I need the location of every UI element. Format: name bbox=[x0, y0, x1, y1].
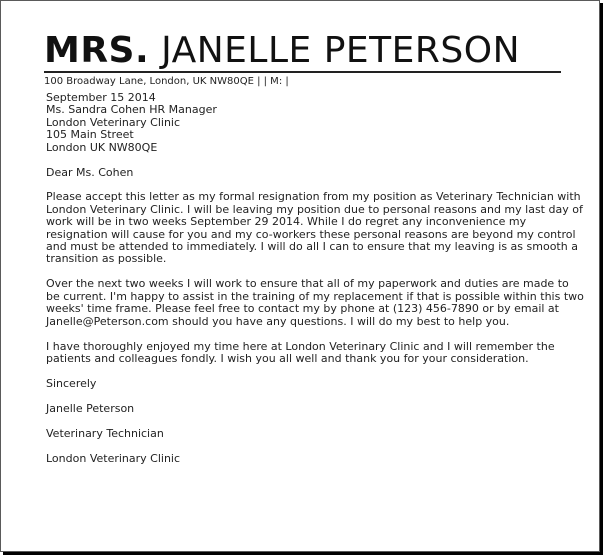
signature-name-block bbox=[46, 403, 566, 415]
body-paragraph-1 bbox=[46, 190, 583, 266]
paragraph-line: Please accept this letter as my formal resignation from my position as Veterinary Technician with bbox=[46, 190, 581, 204]
letterhead bbox=[44, 31, 561, 88]
paragraph-line: London Veterinary Clinic. I will be leaving my position due to personal reasons and my last day of bbox=[46, 202, 583, 216]
recipient-city: London UK NW80QE bbox=[46, 140, 158, 154]
sender-name-prefix: MRS. bbox=[44, 30, 150, 71]
sender-name-rest: JANELLE PETERSON bbox=[161, 30, 521, 71]
signature-title: Veterinary Technician bbox=[46, 426, 164, 440]
body-paragraph-2 bbox=[46, 277, 584, 328]
recipient-name: Ms. Sandra Cohen HR Manager bbox=[46, 103, 217, 117]
paragraph-line: work will be in two weeks September 29 2014. While I do regret any inconvenience my bbox=[46, 215, 527, 229]
spacer bbox=[46, 415, 566, 428]
paragraph-line: I have thoroughly enjoyed my time here at London Veterinary Clinic and I will remember the bbox=[46, 339, 555, 353]
letter-body bbox=[46, 91, 584, 465]
recipient-street: 105 Main Street bbox=[46, 128, 134, 142]
paragraph-line: Janelle@Peterson.com should you have any questions. I will do my best to help you. bbox=[46, 314, 510, 328]
paragraph-line: transition as possible. bbox=[46, 252, 167, 266]
recipient-address bbox=[46, 104, 566, 154]
paragraph-line: weeks' time frame. Please feel free to contact my by phone at (123) 456-7890 or by email at bbox=[46, 302, 559, 316]
spacer bbox=[46, 390, 566, 403]
spacer bbox=[46, 365, 566, 378]
salutation-block bbox=[46, 167, 566, 179]
spacer bbox=[46, 328, 566, 341]
closing: Sincerely bbox=[46, 376, 97, 390]
signature-organization-block bbox=[46, 453, 566, 465]
sender-name bbox=[44, 31, 561, 71]
recipient-organization: London Veterinary Clinic bbox=[46, 115, 181, 129]
letter-date: September 15 2014 bbox=[46, 91, 156, 104]
sender-contact: 100 Broadway Lane, London, UK NW80QE | | M: | bbox=[44, 76, 289, 87]
signature-title-block bbox=[46, 428, 566, 440]
letterhead-divider bbox=[44, 71, 561, 73]
salutation: Dear Ms. Cohen bbox=[46, 165, 134, 179]
closing-block bbox=[46, 378, 566, 390]
spacer bbox=[46, 154, 566, 167]
paragraph-line: patients and colleagues fondly. I wish you all well and thank you for your consideration. bbox=[46, 351, 529, 365]
body-paragraph-3 bbox=[46, 341, 566, 366]
paragraph-line: Over the next two weeks I will work to ensure that all of my paperwork and duties are made to bbox=[46, 277, 569, 291]
paragraph-line: be current. I'm happy to assist in the training of my replacement if that is possible within this two bbox=[46, 289, 584, 303]
paragraph-line: resignation will cause for you and my co-workers these personal reasons are beyond my control bbox=[46, 227, 576, 241]
signature-organization: London Veterinary Clinic bbox=[46, 451, 181, 465]
signature-name: Janelle Peterson bbox=[46, 401, 135, 415]
spacer bbox=[46, 440, 566, 453]
paragraph-line: and must be attended to immediately. I will do all I can to ensure that my leaving is as smooth a bbox=[46, 240, 578, 254]
